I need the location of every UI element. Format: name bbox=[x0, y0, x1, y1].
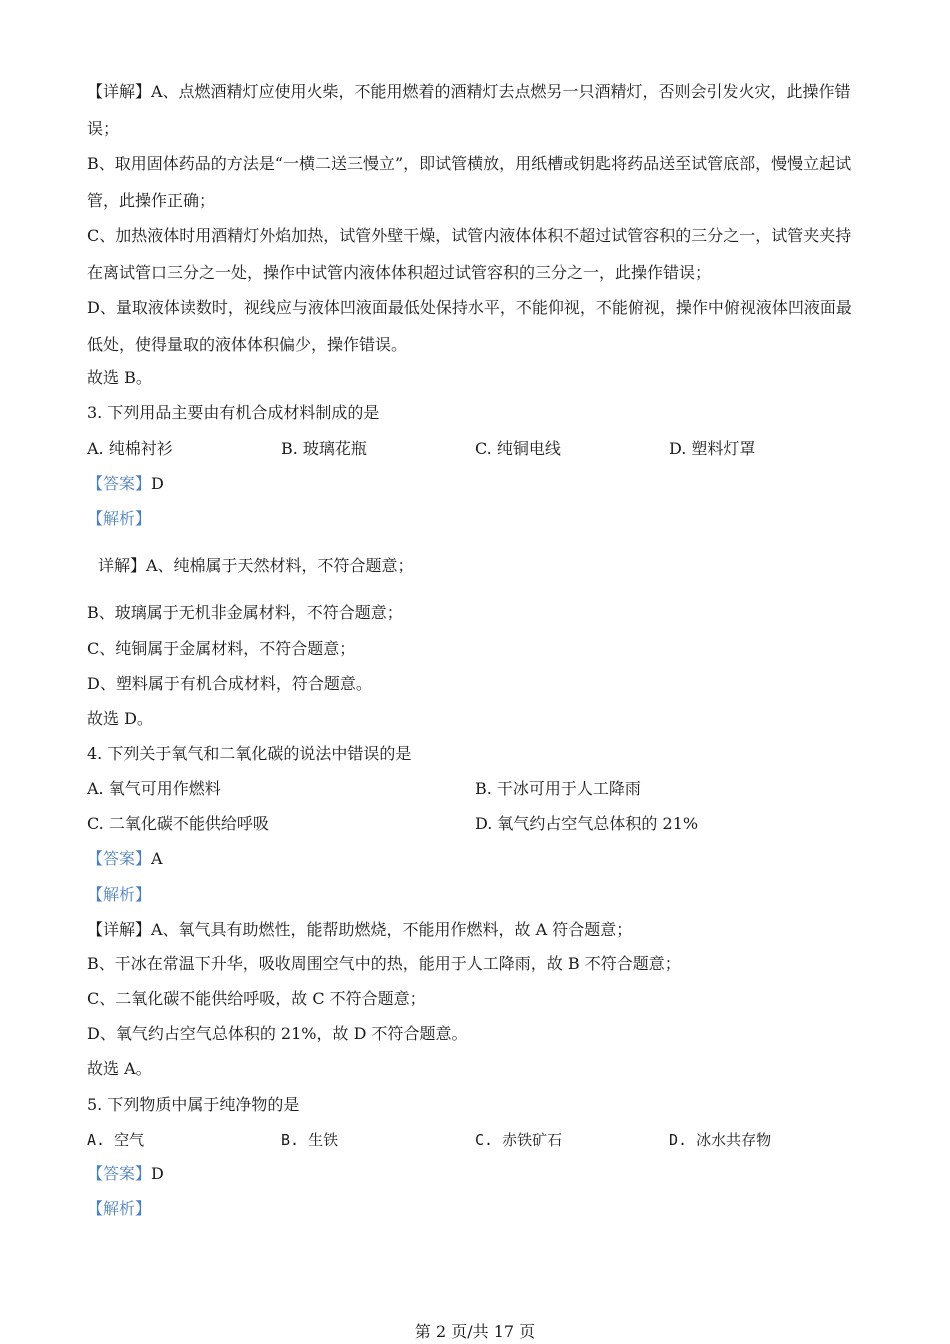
q4-answer bbox=[87, 848, 163, 870]
q5-option-d: D. 冰水共存物 bbox=[669, 1131, 772, 1149]
q5-stem: 5. 下列物质中属于纯净物的是 bbox=[87, 1095, 300, 1114]
page-number: 第 2 页/共 17 页 bbox=[414, 1322, 536, 1341]
answer-label: 【答案】 bbox=[87, 474, 152, 493]
q3-analysis-label: 【解析】 bbox=[87, 509, 152, 528]
q3-answer bbox=[87, 473, 164, 495]
q3-detail-d: D、塑料属于有机合成材料，符合题意。 bbox=[87, 674, 372, 693]
answer-value: A bbox=[151, 849, 163, 868]
answer-label: 【答案】 bbox=[87, 849, 152, 868]
q4-detail-a: 【详解】A、氧气具有助燃性，能帮助燃烧，不能用作燃料，故 A 符合题意； bbox=[87, 920, 633, 939]
answer-value: D bbox=[151, 474, 164, 493]
q4-detail-b: B、干冰在常温下升华，吸收周围空气中的热，能用于人工降雨，故 B 不符合题意； bbox=[87, 954, 681, 973]
q5-answer bbox=[87, 1163, 164, 1185]
q3-detail-b: B、玻璃属于无机非金属材料，不符合题意； bbox=[87, 603, 403, 622]
q4-detail-c: C、二氧化碳不能供给呼吸，故 C 不符合题意； bbox=[87, 989, 426, 1008]
answer-label: 【答案】 bbox=[87, 1164, 152, 1183]
q3-option-a: A. 纯棉衬衫 bbox=[87, 439, 173, 458]
q2-detail-a: 【详解】A、点燃酒精灯应使用火柴，不能用燃着的酒精灯去点燃另一只酒精灯，否则会引发火灾，此操作错误； bbox=[87, 82, 851, 138]
q5-option-a: A. 空气 bbox=[87, 1131, 145, 1149]
q5-option-c: C. 赤铁矿石 bbox=[475, 1131, 563, 1149]
q4-stem: 4. 下列关于氧气和二氧化碳的说法中错误的是 bbox=[87, 744, 412, 763]
q4-option-a: A. 氧气可用作燃料 bbox=[87, 779, 221, 798]
q4-detail-d: D、氧气约占空气总体积的 21%，故 D 不符合题意。 bbox=[87, 1024, 468, 1043]
q5-analysis-label: 【解析】 bbox=[87, 1199, 152, 1218]
q4-choice: 故选 A。 bbox=[87, 1059, 152, 1078]
q5-option-b: B. 生铁 bbox=[281, 1131, 339, 1149]
q4-option-c: C. 二氧化碳不能供给呼吸 bbox=[87, 814, 269, 833]
q4-option-b: B. 干冰可用于人工降雨 bbox=[475, 779, 641, 798]
q2-detail-c: C、加热液体时用酒精灯外焰加热，试管外壁干燥，试管内液体体积不超过试管容积的三分之一，试管夹夹持在离试管口三分之一处，操作中试管内液体体积超过试管容积的三分之一，此操作错误； bbox=[87, 226, 852, 282]
q3-option-c: C. 纯铜电线 bbox=[475, 439, 561, 458]
q2-choice: 故选 B。 bbox=[87, 368, 152, 387]
q3-option-b: B. 玻璃花瓶 bbox=[281, 439, 367, 458]
q4-option-d: D. 氧气约占空气总体积的 21% bbox=[475, 814, 699, 833]
q2-detail-b: B、取用固体药品的方法是“一横二送三慢立”，即试管横放，用纸槽或钥匙将药品送至试管底部，慢慢立起试管，此操作正确； bbox=[87, 154, 852, 210]
q3-detail-a: 详解】A、纯棉属于天然材料，不符合题意； bbox=[98, 556, 414, 575]
q3-detail-c: C、纯铜属于金属材料，不符合题意； bbox=[87, 639, 356, 658]
q3-choice: 故选 D。 bbox=[87, 709, 153, 728]
q3-option-d: D. 塑料灯罩 bbox=[669, 439, 756, 458]
q2-detail-d: D、量取液体读数时，视线应与液体凹液面最低处保持水平，不能仰视，不能俯视，操作中俯视液体凹液面最低处，使得量取的液体体积偏少，操作错误。 bbox=[87, 298, 852, 354]
q4-analysis-label: 【解析】 bbox=[87, 885, 152, 904]
answer-value: D bbox=[151, 1164, 164, 1183]
q3-stem: 3. 下列用品主要由有机合成材料制成的是 bbox=[87, 403, 380, 422]
